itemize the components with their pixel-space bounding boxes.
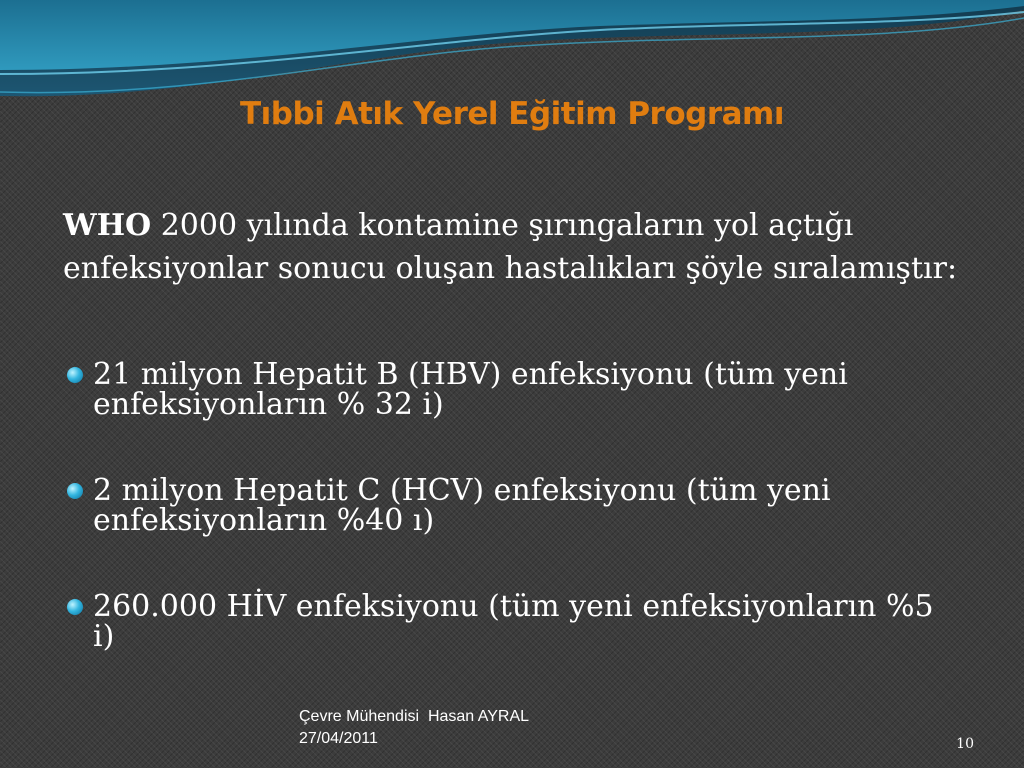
bullet-item (63, 357, 943, 422)
bullet-text: 2 milyon Hepatit C (HCV) enfeksiyonu (tüm yeni enfeksiyonların %40 ı) (93, 473, 831, 538)
bullet-text: 21 milyon Hepatit B (HBV) enfeksiyonu (tüm yeni enfeksiyonların % 32 i) (93, 357, 848, 422)
page-number: 10 (956, 736, 974, 752)
bullet-text: 260.000 HİV enfeksiyonu (tüm yeni enfeksiyonların %5 i) (93, 589, 934, 654)
intro-bold-text: WHO (63, 208, 152, 243)
bullet-dot-icon (67, 599, 83, 615)
footer-author: Çevre Mühendisi Hasan AYRAL (299, 708, 530, 725)
top-wave-decoration (0, 0, 1024, 110)
intro-text: 2000 yılında kontamine şırıngaların yol açtığı enfeksiyonlar sonucu oluşan hastalıkları şöyle sıralamıştır: (63, 208, 958, 286)
slide-title: Tıbbi Atık Yerel Eğitim Programı (240, 96, 784, 132)
footer-date: 27/04/2011 (299, 730, 378, 747)
footer-info (299, 706, 529, 750)
bullet-dot-icon (67, 367, 83, 383)
bullet-list (63, 357, 943, 708)
bullet-item (63, 473, 943, 538)
bullet-item (63, 589, 943, 654)
bullet-dot-icon (67, 483, 83, 499)
intro-paragraph (63, 204, 963, 290)
